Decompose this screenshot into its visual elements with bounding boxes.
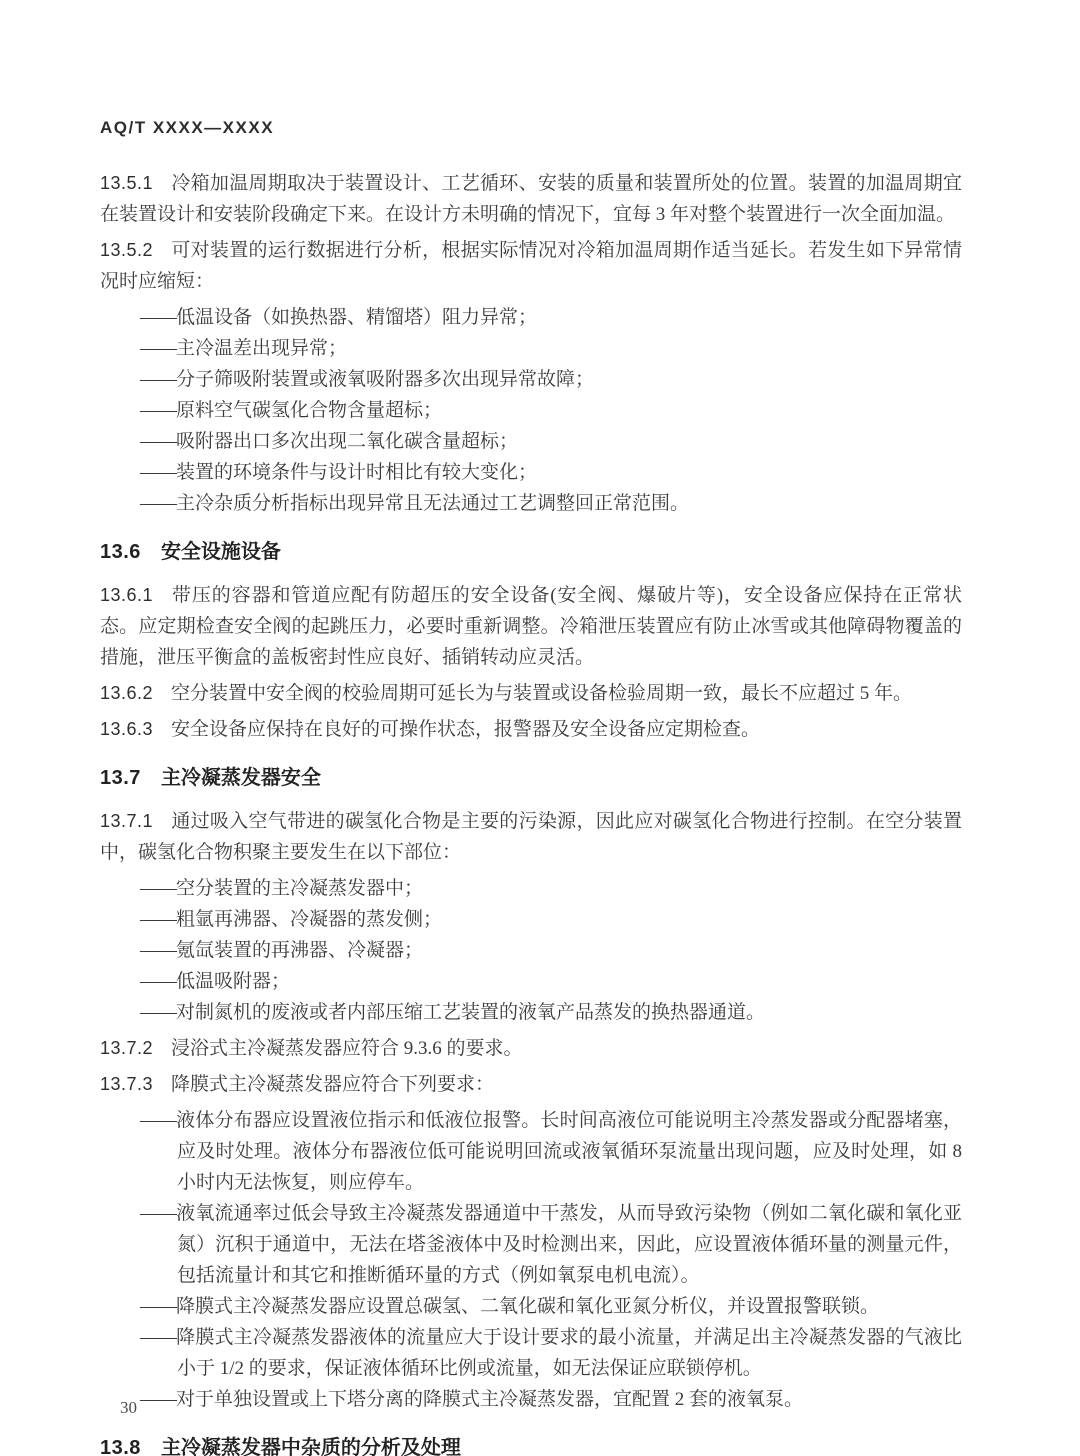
- dash-marker: ——: [140, 1110, 176, 1131]
- dash-marker: ——: [140, 431, 176, 452]
- page-number: 30: [120, 1398, 137, 1417]
- clause-number: 13.6.1: [100, 585, 154, 605]
- clause-number: 13.7.3: [100, 1074, 154, 1094]
- dash-marker: ——: [140, 1389, 176, 1410]
- clause-text: 空分装置中安全阀的校验周期可延长为与装置或设备检验周期一致，最长不应超过 5 年。: [171, 683, 913, 704]
- list-item-text: 液氧流通率过低会导致主冷凝蒸发器通道中干蒸发，从而导致污染物（例如二氧化碳和氧化亚氮）沉积于通道中，无法在塔釜液体中及时检测出来，因此，应设置液体循环量的测量元件，包括流量计和其它和推断循环量的方式（例如氧泵电机电流）。: [176, 1203, 962, 1286]
- list-item-text: 原料空气碳氢化合物含量超标；: [176, 400, 443, 421]
- list-item-text: 低温吸附器；: [176, 971, 291, 992]
- dash-marker: ——: [140, 878, 176, 899]
- list-item-text: 氪氙装置的再沸器、冷凝器；: [176, 940, 424, 961]
- list-item-text: 主冷杂质分析指标出现异常且无法通过工艺调整回正常范围。: [176, 493, 690, 514]
- section-heading-13-7: [100, 763, 962, 793]
- dash-marker: ——: [140, 462, 176, 483]
- clause-text: 浸浴式主冷凝蒸发器应符合 9.3.6 的要求。: [171, 1038, 523, 1059]
- dash-marker: ——: [140, 909, 176, 930]
- list-item: [100, 395, 962, 426]
- list-item: [100, 426, 962, 457]
- dash-marker: ——: [140, 493, 176, 514]
- clause-13-7-2: [100, 1033, 962, 1064]
- dash-marker: ——: [140, 1002, 176, 1023]
- heading-number: 13.6: [100, 541, 141, 563]
- dash-marker: ——: [140, 369, 176, 390]
- dash-marker: ——: [140, 400, 176, 421]
- clause-13-6-3: [100, 714, 962, 745]
- list-item: [100, 488, 962, 519]
- clause-13-5-1: [100, 168, 962, 230]
- list-item: [100, 333, 962, 364]
- section-heading-13-6: [100, 537, 962, 567]
- dash-marker: ——: [140, 971, 176, 992]
- list-item-text: 装置的环境条件与设计时相比有较大变化；: [176, 462, 538, 483]
- list-item: [100, 904, 962, 935]
- dash-marker: ——: [140, 338, 176, 359]
- clause-13-6-1: [100, 580, 962, 673]
- list-item-text: 粗氩再沸器、冷凝器的蒸发侧；: [176, 909, 443, 930]
- list-item: [100, 966, 962, 997]
- clause-number: 13.5.1: [100, 173, 154, 193]
- list-item: [100, 1384, 962, 1415]
- clause-text: 降膜式主冷凝蒸发器应符合下列要求：: [171, 1074, 495, 1095]
- clause-text: 冷箱加温周期取决于装置设计、工艺循环、安装的质量和装置所处的位置。装置的加温周期宜在装置设计和安装阶段确定下来。在设计方未明确的情况下，宜每 3 年对整个装置进行一次全面加温。: [100, 173, 962, 225]
- dash-marker: ——: [140, 940, 176, 961]
- list-item: [100, 1198, 962, 1291]
- list-item-text: 分子筛吸附装置或液氧吸附器多次出现异常故障；: [176, 369, 595, 390]
- heading-text: 主冷凝蒸发器中杂质的分析及处理: [160, 1437, 461, 1456]
- list-item: [100, 302, 962, 333]
- clause-number: 13.6.3: [100, 719, 154, 739]
- clause-13-5-2: [100, 235, 962, 297]
- clause-text: 可对装置的运行数据进行分析，根据实际情况对冷箱加温周期作适当延长。若发生如下异常情况时应缩短：: [100, 240, 962, 292]
- section-heading-13-8: [100, 1433, 962, 1456]
- list-item-text: 降膜式主冷凝蒸发器液体的流量应大于设计要求的最小流量，并满足出主冷凝蒸发器的气液比小于 1/2 的要求，保证液体循环比例或流量，如无法保证应联锁停机。: [176, 1327, 962, 1379]
- clause-13-7-3: [100, 1069, 962, 1100]
- clause-number: 13.7.1: [100, 811, 154, 831]
- dash-marker: ——: [140, 1327, 176, 1348]
- list-item: [100, 935, 962, 966]
- list-item-text: 液体分布器应设置液位指示和低液位报警。长时间高液位可能说明主冷蒸发器或分配器堵塞，应及时处理。液体分布器液位低可能说明回流或液氧循环泵流量出现问题，应及时处理，如 8 小时内无法恢复，则应停车。: [176, 1110, 962, 1193]
- list-item: [100, 457, 962, 488]
- clause-13-7-1: [100, 806, 962, 868]
- list-item: [100, 1322, 962, 1384]
- list-item: [100, 873, 962, 904]
- heading-number: 13.7: [100, 767, 141, 789]
- list-item-text: 降膜式主冷凝蒸发器应设置总碳氢、二氧化碳和氧化亚氮分析仪，并设置报警联锁。: [176, 1296, 880, 1317]
- dash-marker: ——: [140, 307, 176, 328]
- clause-number: 13.5.2: [100, 240, 154, 260]
- list-item-text: 对制氮机的废液或者内部压缩工艺装置的液氧产品蒸发的换热器通道。: [176, 1002, 766, 1023]
- dash-marker: ——: [140, 1296, 176, 1317]
- clause-number: 13.6.2: [100, 683, 154, 703]
- list-item-text: 主冷温差出现异常；: [176, 338, 348, 359]
- clause-number: 13.7.2: [100, 1038, 154, 1058]
- list-item-text: 吸附器出口多次出现二氧化碳含量超标；: [176, 431, 519, 452]
- list-item: [100, 997, 962, 1028]
- list-item: [100, 1105, 962, 1198]
- heading-text: 安全设施设备: [160, 541, 281, 563]
- heading-number: 13.8: [100, 1437, 141, 1456]
- list-item-text: 低温设备（如换热器、精馏塔）阻力异常；: [176, 307, 538, 328]
- clause-text: 带压的容器和管道应配有防超压的安全设备(安全阀、爆破片等)，安全设备应保持在正常状态。应定期检查安全阀的起跳压力，必要时重新调整。冷箱泄压装置应有防止冰雪或其他障碍物覆盖的措施，泄压平衡盒的盖板密封性应良好、插销转动应灵活。: [100, 585, 962, 668]
- dash-marker: ——: [140, 1203, 176, 1224]
- clause-13-6-2: [100, 678, 962, 709]
- list-item: [100, 1291, 962, 1322]
- doc-header-code: AQ/T XXXX—XXXX: [100, 118, 275, 137]
- heading-text: 主冷凝蒸发器安全: [160, 767, 321, 789]
- clause-text: 通过吸入空气带进的碳氢化合物是主要的污染源，因此应对碳氢化合物进行控制。在空分装置中，碳氢化合物积聚主要发生在以下部位：: [100, 811, 962, 863]
- list-item-text: 对于单独设置或上下塔分离的降膜式主冷凝蒸发器，宜配置 2 套的液氧泵。: [176, 1389, 804, 1410]
- list-item-text: 空分装置的主冷凝蒸发器中；: [176, 878, 424, 899]
- list-item: [100, 364, 962, 395]
- clause-text: 安全设备应保持在良好的可操作状态，报警器及安全设备应定期检查。: [171, 719, 761, 740]
